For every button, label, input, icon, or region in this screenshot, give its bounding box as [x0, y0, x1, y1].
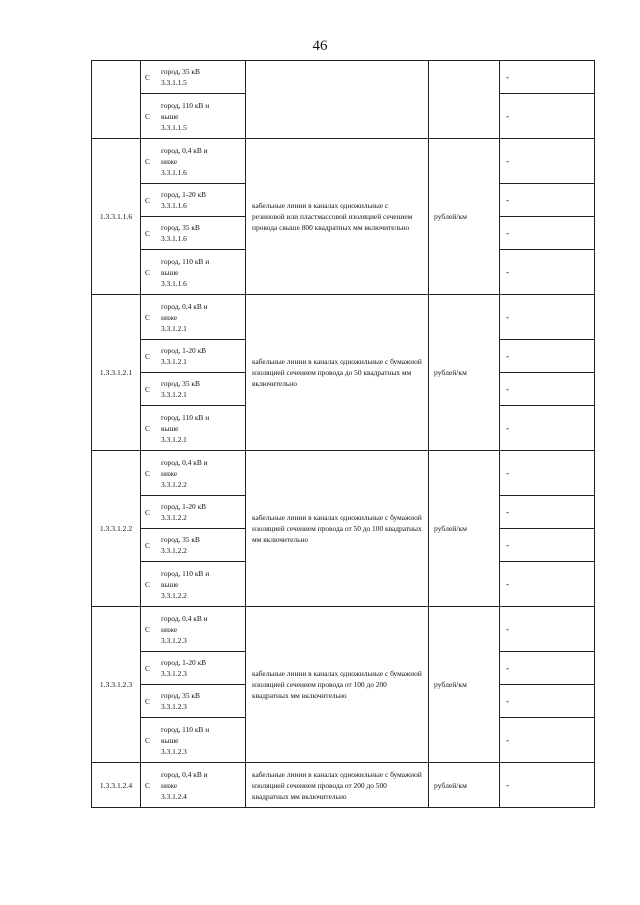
- description-cell: кабельные линии в каналах одножильные с бумажной изоляцией сечением провода до 50 квадратных мм включительно: [246, 295, 429, 451]
- value-cell: -: [500, 562, 595, 607]
- table-row: [92, 607, 595, 652]
- unit-cell: рублей/км: [429, 607, 500, 763]
- category-wrap: [145, 724, 243, 757]
- description-cell: кабельные линии в каналах одножильные с бумажной изоляцией сечением провода от 50 до 100 квадратных мм включительно: [246, 451, 429, 607]
- category-letter: С: [145, 507, 150, 517]
- table-row: [92, 451, 595, 496]
- category-cell: [141, 496, 246, 529]
- value-cell: -: [500, 295, 595, 340]
- category-wrap: [145, 66, 243, 88]
- category-text: город, 35 кВ 3.3.1.1.5: [161, 67, 200, 87]
- category-letter: С: [145, 579, 150, 589]
- category-text: город, 110 кВ и выше 3.3.1.2.3: [161, 724, 210, 756]
- value-cell: -: [500, 373, 595, 406]
- category-wrap: [145, 412, 243, 445]
- category-letter: С: [145, 267, 150, 277]
- table-row: [92, 139, 595, 184]
- category-cell: [141, 61, 246, 94]
- code-cell: [92, 61, 141, 139]
- code-cell: 1.3.3.1.1.6: [92, 139, 141, 295]
- category-wrap: [145, 501, 243, 523]
- category-letter: С: [145, 540, 150, 550]
- category-text: город, 110 кВ и выше 3.3.1.2.2: [161, 568, 210, 600]
- category-text: город, 110 кВ и выше 3.3.1.1.5: [161, 100, 210, 132]
- category-wrap: [145, 613, 243, 646]
- value-cell: -: [500, 496, 595, 529]
- category-text: город, 0,4 кВ и ниже 3.3.1.2.3: [161, 613, 208, 645]
- category-cell: [141, 529, 246, 562]
- category-letter: С: [145, 663, 150, 673]
- category-letter: С: [145, 228, 150, 238]
- value-cell: -: [500, 451, 595, 496]
- code-cell: 1.3.3.1.2.1: [92, 295, 141, 451]
- value-cell: -: [500, 340, 595, 373]
- category-text: город, 35 кВ 3.3.1.1.6: [161, 223, 200, 243]
- category-wrap: [145, 222, 243, 244]
- category-cell: [141, 217, 246, 250]
- unit-cell: рублей/км: [429, 451, 500, 607]
- category-wrap: [145, 256, 243, 289]
- category-wrap: [145, 301, 243, 334]
- category-letter: С: [145, 696, 150, 706]
- category-letter: С: [145, 351, 150, 361]
- category-wrap: [145, 189, 243, 211]
- category-letter: С: [145, 423, 150, 433]
- category-cell: [141, 373, 246, 406]
- category-letter: С: [145, 780, 150, 790]
- category-text: город, 35 кВ 3.3.1.2.3: [161, 691, 200, 711]
- value-cell: -: [500, 607, 595, 652]
- table-row: [92, 763, 595, 808]
- page-number: 46: [312, 38, 328, 54]
- category-text: город, 0,4 кВ и ниже 3.3.1.1.6: [161, 145, 208, 177]
- category-cell: [141, 139, 246, 184]
- category-cell: [141, 562, 246, 607]
- value-cell: -: [500, 61, 595, 94]
- unit-cell: [429, 61, 500, 139]
- category-wrap: [145, 100, 243, 133]
- category-cell: [141, 685, 246, 718]
- category-text: город, 110 кВ и выше 3.3.1.1.6: [161, 256, 210, 288]
- value-cell: -: [500, 184, 595, 217]
- category-text: город, 1-20 кВ 3.3.1.1.6: [161, 190, 207, 210]
- category-cell: [141, 250, 246, 295]
- code-cell: 1.3.3.1.2.3: [92, 607, 141, 763]
- category-letter: С: [145, 384, 150, 394]
- code-cell: 1.3.3.1.2.4: [92, 763, 141, 808]
- category-text: город, 1-20 кВ 3.3.1.2.3: [161, 658, 207, 678]
- description-cell: кабельные линии в каналах одножильные с бумажной изоляцией сечением провода от 200 до 500 квадратных мм включительно: [246, 763, 429, 808]
- value-cell: -: [500, 139, 595, 184]
- category-wrap: [145, 657, 243, 679]
- value-cell: -: [500, 406, 595, 451]
- value-cell: -: [500, 94, 595, 139]
- category-text: город, 0,4 кВ и ниже 3.3.1.2.2: [161, 457, 208, 489]
- category-letter: С: [145, 72, 150, 82]
- category-cell: [141, 94, 246, 139]
- category-cell: [141, 718, 246, 763]
- value-cell: -: [500, 685, 595, 718]
- category-text: город, 0,4 кВ и ниже 3.3.1.2.1: [161, 301, 208, 333]
- unit-cell: рублей/км: [429, 139, 500, 295]
- category-text: город, 1-20 кВ 3.3.1.2.2: [161, 502, 207, 522]
- value-cell: -: [500, 718, 595, 763]
- category-letter: С: [145, 195, 150, 205]
- value-cell: -: [500, 529, 595, 562]
- value-cell: -: [500, 652, 595, 685]
- category-letter: С: [145, 624, 150, 634]
- code-cell: 1.3.3.1.2.2: [92, 451, 141, 607]
- category-cell: [141, 607, 246, 652]
- unit-cell: рублей/км: [429, 763, 500, 808]
- category-wrap: [145, 690, 243, 712]
- description-cell: [246, 61, 429, 139]
- category-cell: [141, 340, 246, 373]
- table-row: [92, 295, 595, 340]
- category-wrap: [145, 457, 243, 490]
- category-text: город, 0,4 кВ и ниже 3.3.1.2.4: [161, 769, 208, 801]
- value-cell: -: [500, 217, 595, 250]
- category-letter: С: [145, 312, 150, 322]
- category-cell: [141, 184, 246, 217]
- category-wrap: [145, 534, 243, 556]
- category-wrap: [145, 145, 243, 178]
- category-wrap: [145, 345, 243, 367]
- category-letter: С: [145, 111, 150, 121]
- value-cell: -: [500, 250, 595, 295]
- category-cell: [141, 295, 246, 340]
- value-cell: -: [500, 763, 595, 808]
- tariff-table: [91, 60, 595, 808]
- category-wrap: [145, 769, 243, 802]
- category-text: город, 35 кВ 3.3.1.2.1: [161, 379, 200, 399]
- category-cell: [141, 652, 246, 685]
- table-row: [92, 61, 595, 94]
- category-letter: С: [145, 735, 150, 745]
- category-text: город, 110 кВ и выше 3.3.1.2.1: [161, 412, 210, 444]
- category-cell: [141, 763, 246, 808]
- description-cell: кабельные линии в каналах одножильные с бумажной изоляцией сечением провода от 100 до 200 квадратных мм включительно: [246, 607, 429, 763]
- category-wrap: [145, 568, 243, 601]
- category-text: город, 35 кВ 3.3.1.2.2: [161, 535, 200, 555]
- category-letter: С: [145, 468, 150, 478]
- unit-cell: рублей/км: [429, 295, 500, 451]
- category-text: город, 1-20 кВ 3.3.1.2.1: [161, 346, 207, 366]
- category-cell: [141, 451, 246, 496]
- category-cell: [141, 406, 246, 451]
- category-wrap: [145, 378, 243, 400]
- description-cell: кабельные линии в каналах одножильные с резиновой или пластмассовой изоляцией сечением провода свыше 800 квадратных мм включительно: [246, 139, 429, 295]
- category-letter: С: [145, 156, 150, 166]
